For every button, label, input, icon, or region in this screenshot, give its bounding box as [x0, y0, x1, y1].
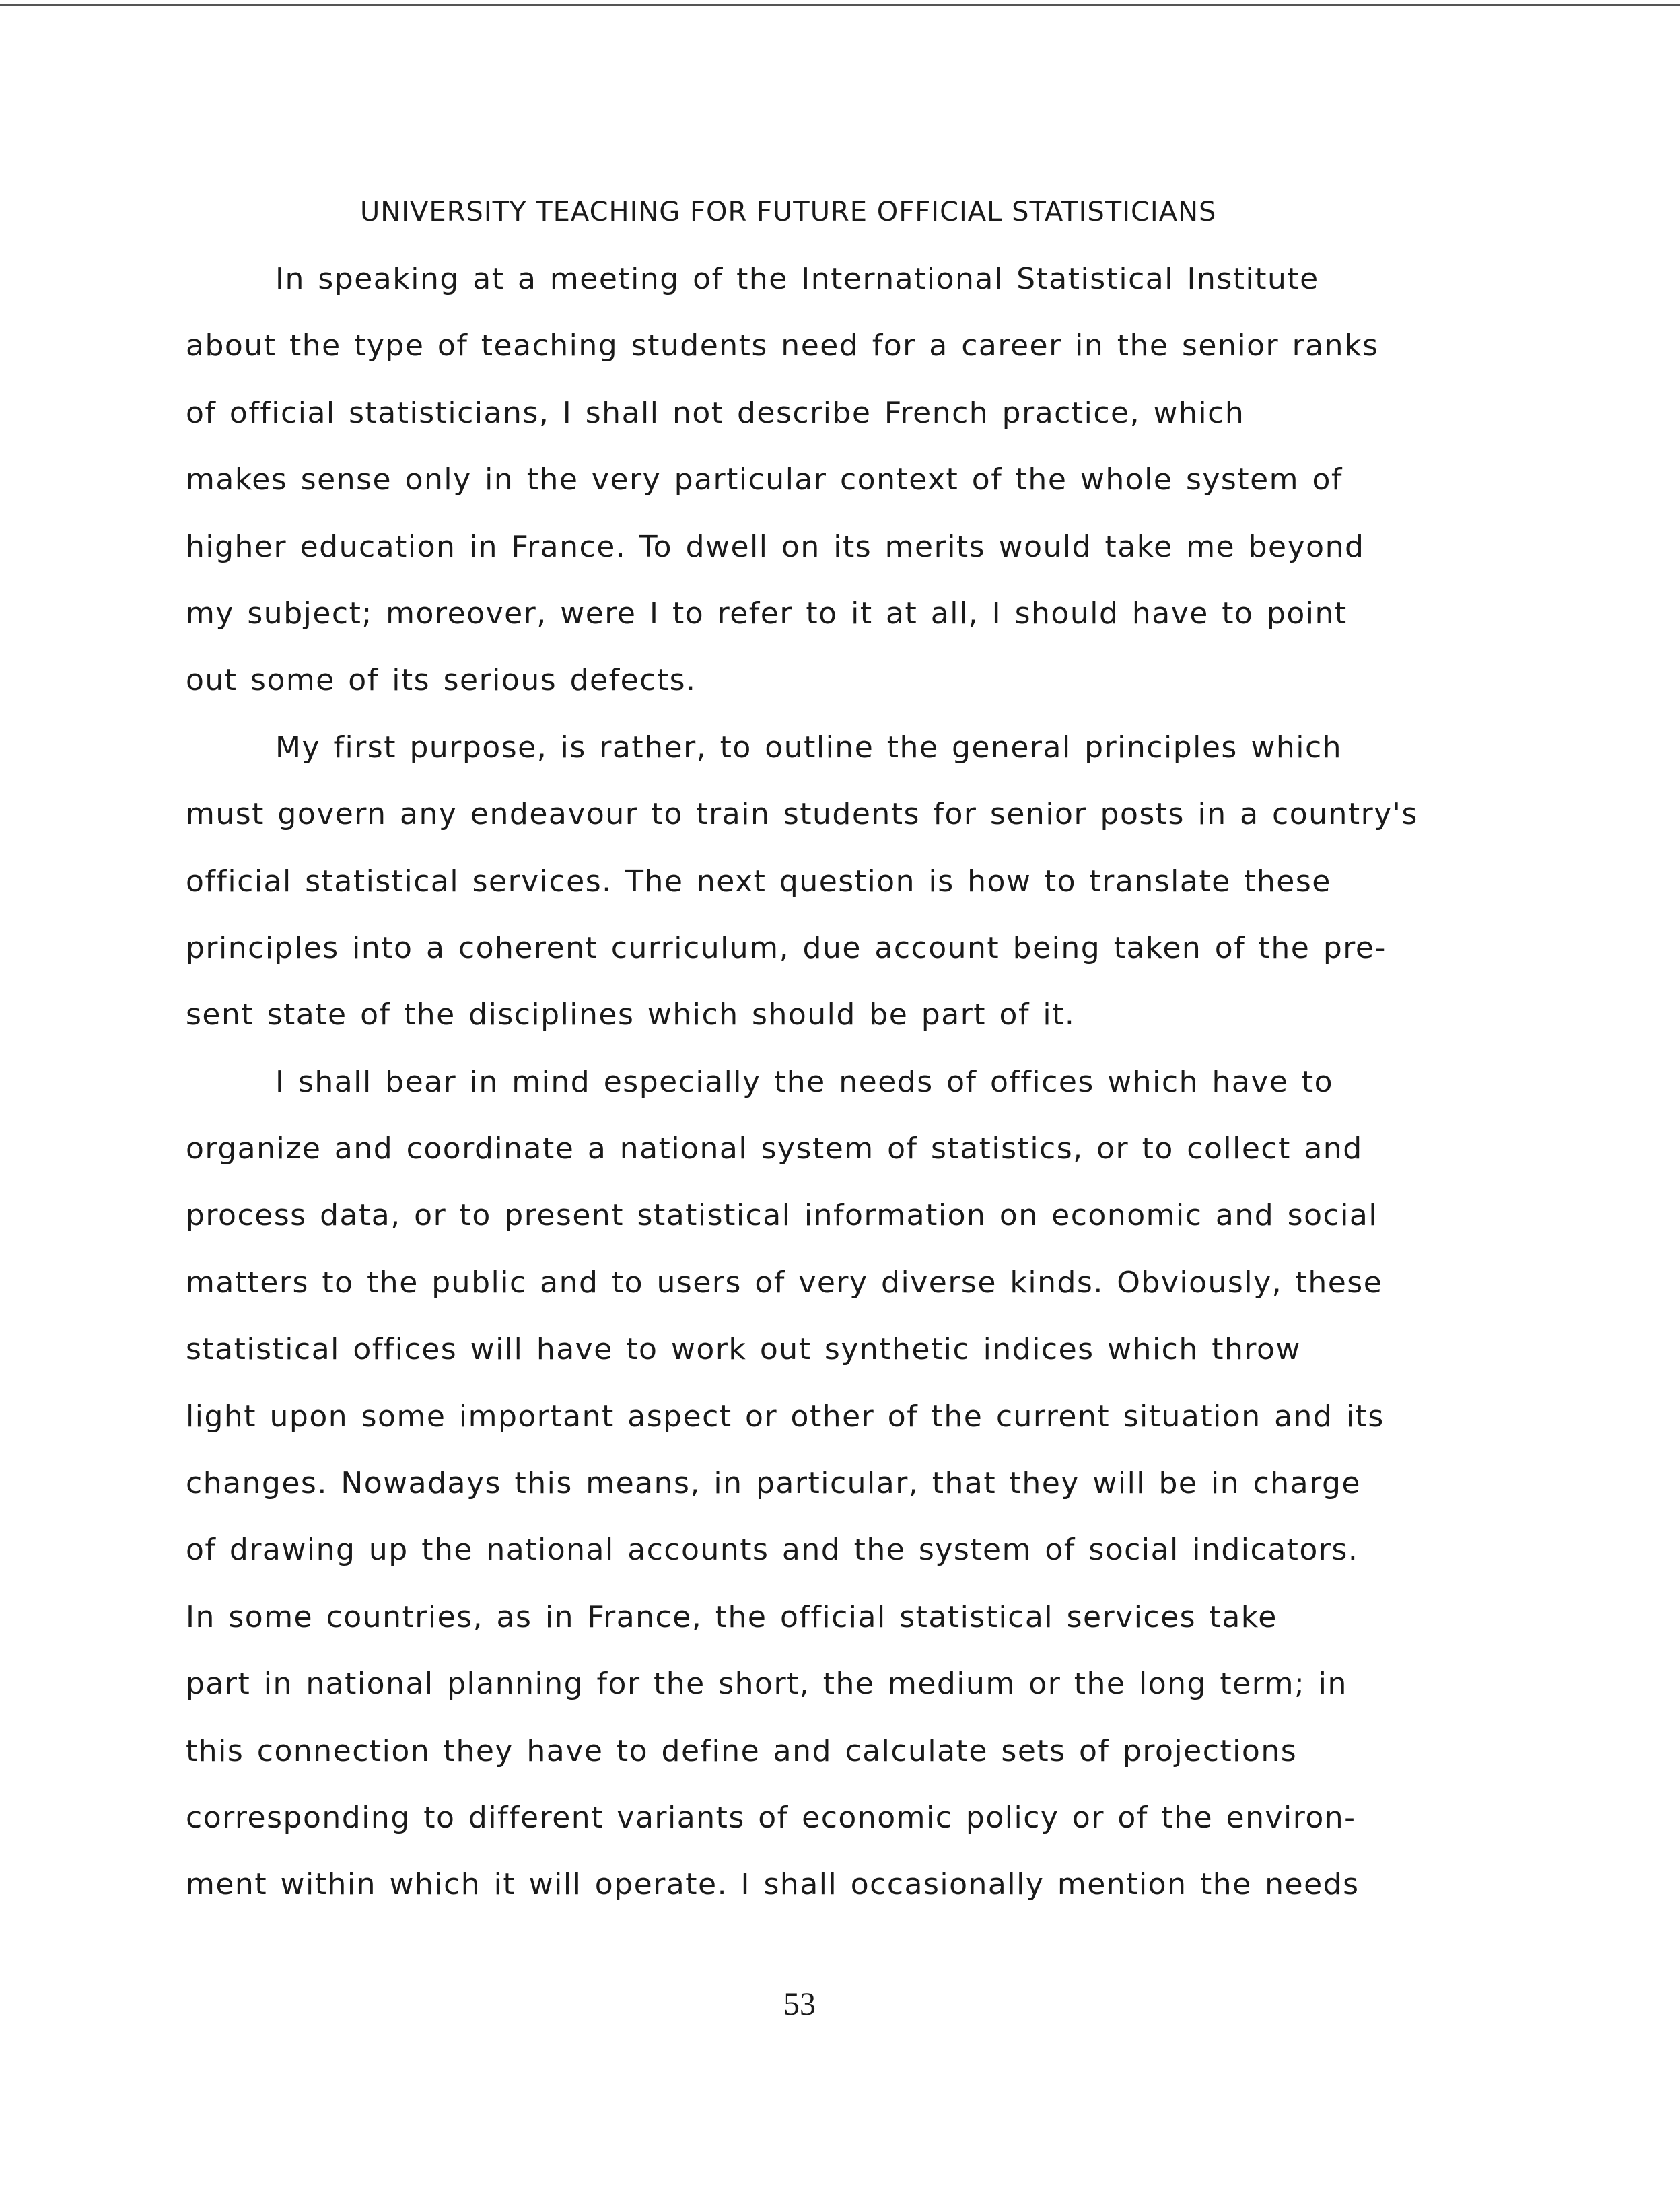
paragraph-1-line-2: about the type of teaching students need for a career in the senior ranks — [186, 328, 1379, 363]
paragraph-1-line-7: out some of its serious defects. — [186, 663, 697, 698]
paragraph-1-line-5: higher education in France. To dwell on its merits would take me beyond — [186, 529, 1365, 564]
top-rule — [0, 4, 1680, 6]
paragraph-3-line-5: statistical offices will have to work out synthetic indices which throw — [186, 1332, 1301, 1367]
paragraph-3-line-3: process data, or to present statistical information on economic and social — [186, 1198, 1378, 1233]
paragraph-3-line-9: In some countries, as in France, the official statistical services take — [186, 1599, 1278, 1634]
paragraph-3-line-12: corresponding to different variants of economic policy or of the environ- — [186, 1800, 1356, 1835]
paragraph-1-line-4: makes sense only in the very particular context of the whole system of — [186, 462, 1343, 497]
body-text — [186, 259, 1465, 1932]
paragraph-2-line-5: sent state of the disciplines which should be part of it. — [186, 998, 1076, 1033]
paragraph-3-line-4: matters to the public and to users of very diverse kinds. Obviously, these — [186, 1265, 1383, 1300]
paragraph-3-line-2: organize and coordinate a national system of statistics, or to collect and — [186, 1132, 1363, 1167]
paragraph-2-line-3: official statistical services. The next question is how to translate these — [186, 864, 1331, 899]
paragraph-3-line-11: this connection they have to define and calculate sets of projections — [186, 1733, 1298, 1768]
paragraph-1-line-1: In speaking at a meeting of the International Statistical Institute — [275, 262, 1319, 296]
paragraph-2-line-4: principles into a coherent curriculum, due account being taken of the pre- — [186, 930, 1387, 965]
page-number: 53 — [783, 1986, 816, 2022]
paragraph-3-line-7: changes. Nowadays this means, in particular, that they will be in charge — [186, 1466, 1361, 1501]
paragraph-2-line-1: My first purpose, is rather, to outline the general principles which — [275, 730, 1343, 765]
paragraph-1-line-3: of official statisticians, I shall not describe French practice, which — [186, 395, 1245, 430]
paragraph-1-line-6: my subject; moreover, were I to refer to it at all, I should have to point — [186, 596, 1348, 631]
paragraph-3-line-1: I shall bear in mind especially the needs of offices which have to — [275, 1064, 1334, 1099]
paragraph-2-line-2: must govern any endeavour to train students for senior posts in a country's — [186, 797, 1418, 832]
paragraph-3-line-8: of drawing up the national accounts and the system of social indicators. — [186, 1533, 1359, 1568]
paragraph-3-line-10: part in national planning for the short, the medium or the long term; in — [186, 1667, 1348, 1702]
page-title: UNIVERSITY TEACHING FOR FUTURE OFFICIAL STATISTICIANS — [360, 197, 1217, 228]
paragraph-3-line-13: ment within which it will operate. I shall occasionally mention the needs — [186, 1867, 1360, 1902]
paragraph-3-line-6: light upon some important aspect or other of the current situation and its — [186, 1399, 1385, 1434]
